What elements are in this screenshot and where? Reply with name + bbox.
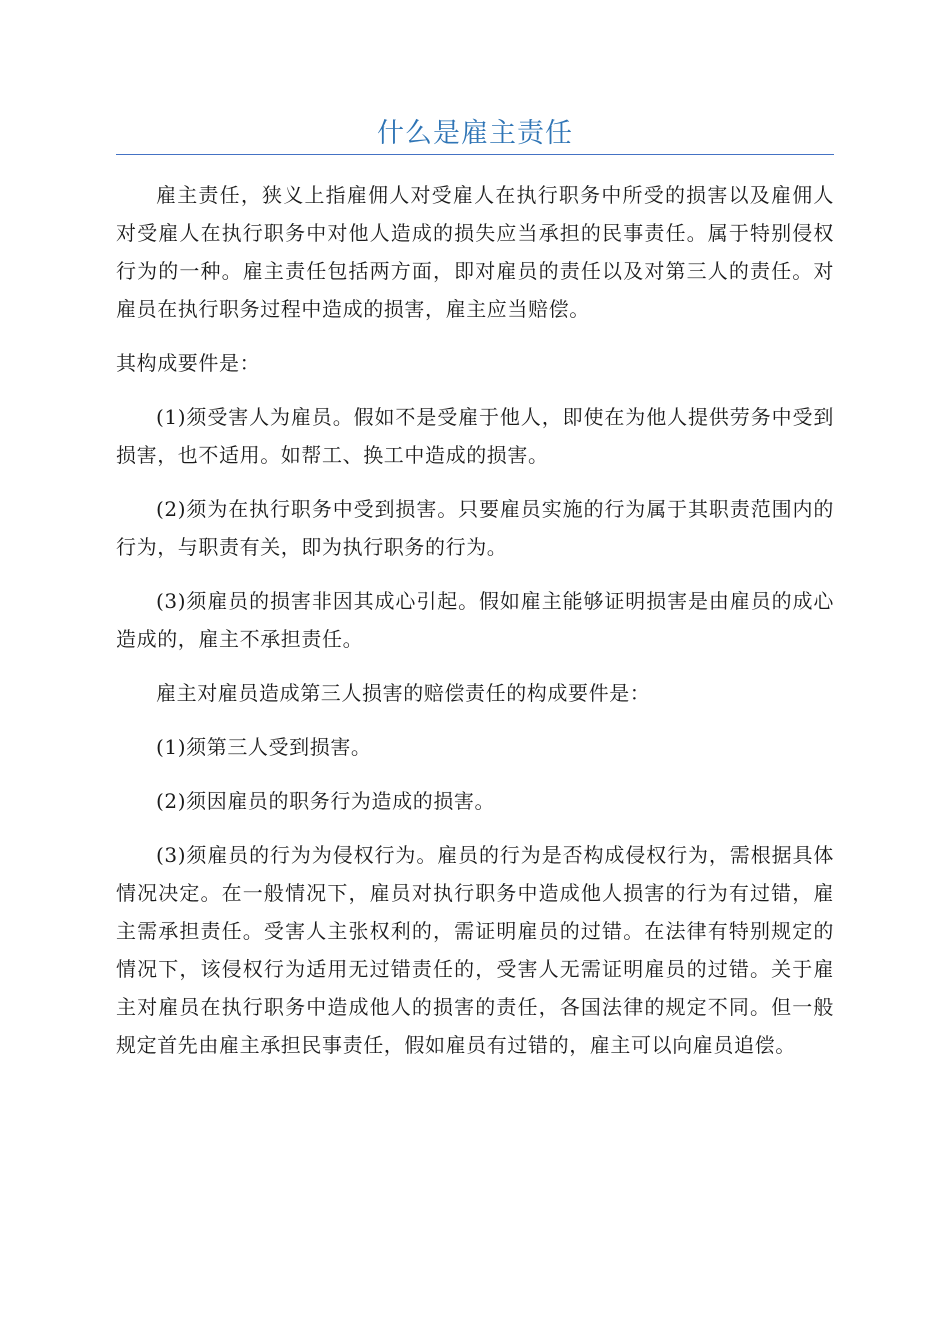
paragraph-element-1: (1)须受害人为雇员。假如不是受雇于他人，即使在为他人提供劳务中受到损害，也不适用。如帮工、换工中造成的损害。 [116,405,834,467]
paragraph-third-party-3: (3)须雇员的行为为侵权行为。雇员的行为是否构成侵权行为，需根据具体情况决定。在一般情况下，雇员对执行职务中造成他人损害的行为有过错，雇主需承担责任。受害人主张权利的，需证明雇员的过错。在法律有特别规定的情况下，该侵权行为适用无过错责任的，受害人无需证明雇员的过错。关于雇主对雇员在执行职务中造成他人的损害的责任，各国法律的规定不同。但一般规定首先由雇主承担民事责任，假如雇员有过错的，雇主可以向雇员追偿。 [116,843,834,1057]
paragraph-third-party-intro: 雇主对雇员造成第三人损害的赔偿责任的构成要件是： [156,681,651,705]
paragraph-third-party-2: (2)须因雇员的职务行为造成的损害。 [156,789,496,813]
paragraph-element-3: (3)须雇员的损害非因其成心引起。假如雇主能够证明损害是由雇员的成心造成的，雇主不承担责任。 [116,589,834,651]
document-body [116,176,834,1080]
title-underline [116,154,834,155]
paragraph-element-2: (2)须为在执行职务中受到损害。只要雇员实施的行为属于其职责范围内的行为，与职责有关，即为执行职务的行为。 [116,497,834,559]
document-title: 什么是雇主责任 [377,118,573,149]
paragraph-elements-intro: 其构成要件是： [116,351,261,375]
paragraph-definition: 雇主责任，狭义上指雇佣人对受雇人在执行职务中所受的损害以及雇佣人对受雇人在执行职务中对他人造成的损失应当承担的民事责任。属于特别侵权行为的一种。雇主责任包括两方面，即对雇员的责任以及对第三人的责任。对雇员在执行职务过程中造成的损害，雇主应当赔偿。 [116,183,834,321]
paragraph-third-party-1: (1)须第三人受到损害。 [156,735,372,759]
